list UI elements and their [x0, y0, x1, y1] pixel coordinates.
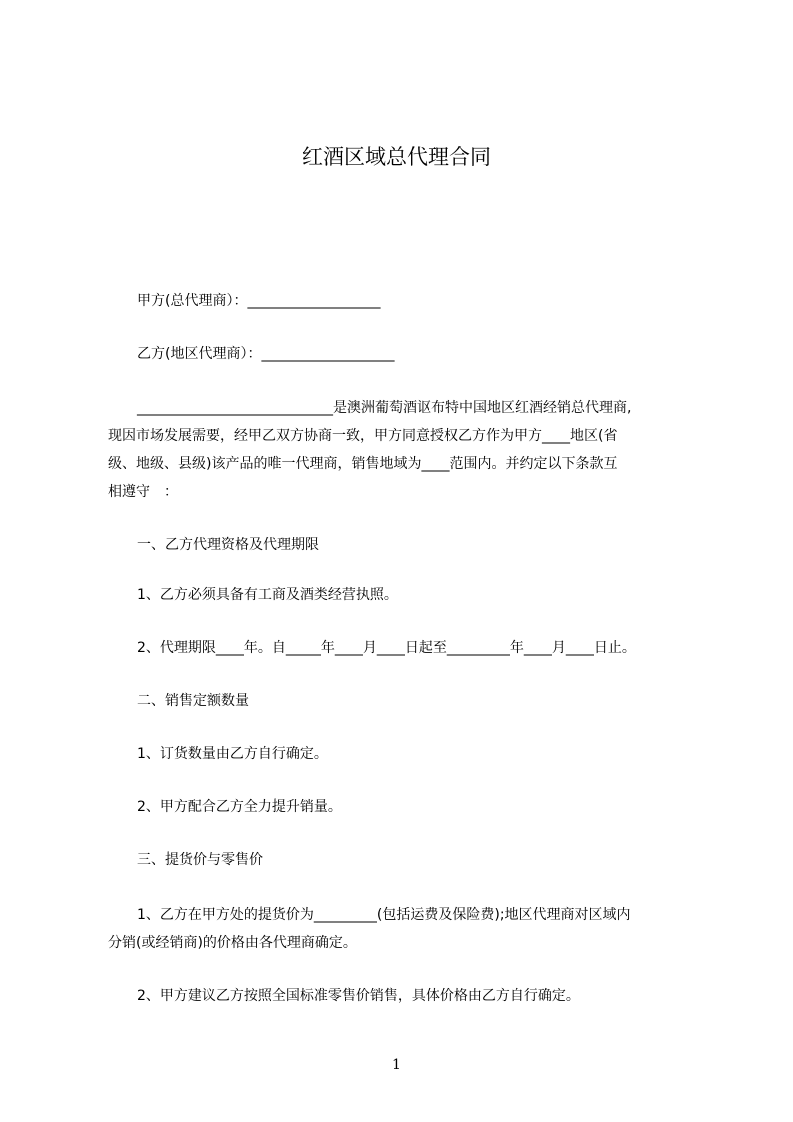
- section-1-item-1: 1、乙方必须具备有工商及酒类经营执照。: [137, 587, 398, 603]
- section-3-item-1-line-2: 分销(或经销商)的价格由各代理商确定。: [108, 935, 357, 951]
- intro-line-2: 现因市场发展需要，经甲乙双方协商一致，甲方同意授权乙方作为甲方____地区(省: [108, 428, 618, 444]
- document-title: 红酒区域总代理合同: [302, 145, 491, 169]
- section-3-heading: 三、提货价与零售价: [137, 852, 263, 868]
- section-3-item-1-line-1: 1、乙方在甲方处的提货价为_________(包括运费及保险费);地区代理商对区域内: [137, 907, 631, 923]
- section-1-item-2: 2、代理期限____年。自_____年____月____日起至_________年____月____日止。: [137, 640, 636, 656]
- section-2-item-1: 1、订货数量由乙方自行确定。: [137, 746, 328, 762]
- section-2-heading: 二、销售定额数量: [137, 693, 249, 709]
- page-number: 1: [392, 1057, 401, 1073]
- section-2-item-2: 2、甲方配合乙方全力提升销量。: [137, 799, 342, 815]
- intro-line-3: 级、地级、县级)该产品的唯一代理商，销售地域为____范围内。并约定以下条款互: [108, 456, 618, 472]
- party-b-line: 乙方(地区代理商）：___________________: [137, 346, 395, 362]
- intro-line-4: 相遵守 ：: [108, 484, 178, 500]
- section-1-heading: 一、乙方代理资格及代理期限: [137, 537, 319, 553]
- intro-line-1: ____________________________是澳洲葡萄酒讴布特中国地区红酒经销总代理商,: [137, 400, 632, 416]
- party-a-line: 甲方(总代理商）：___________________: [137, 293, 381, 309]
- section-3-item-2: 2、甲方建议乙方按照全国标准零售价销售，具体价格由乙方自行确定。: [137, 988, 580, 1004]
